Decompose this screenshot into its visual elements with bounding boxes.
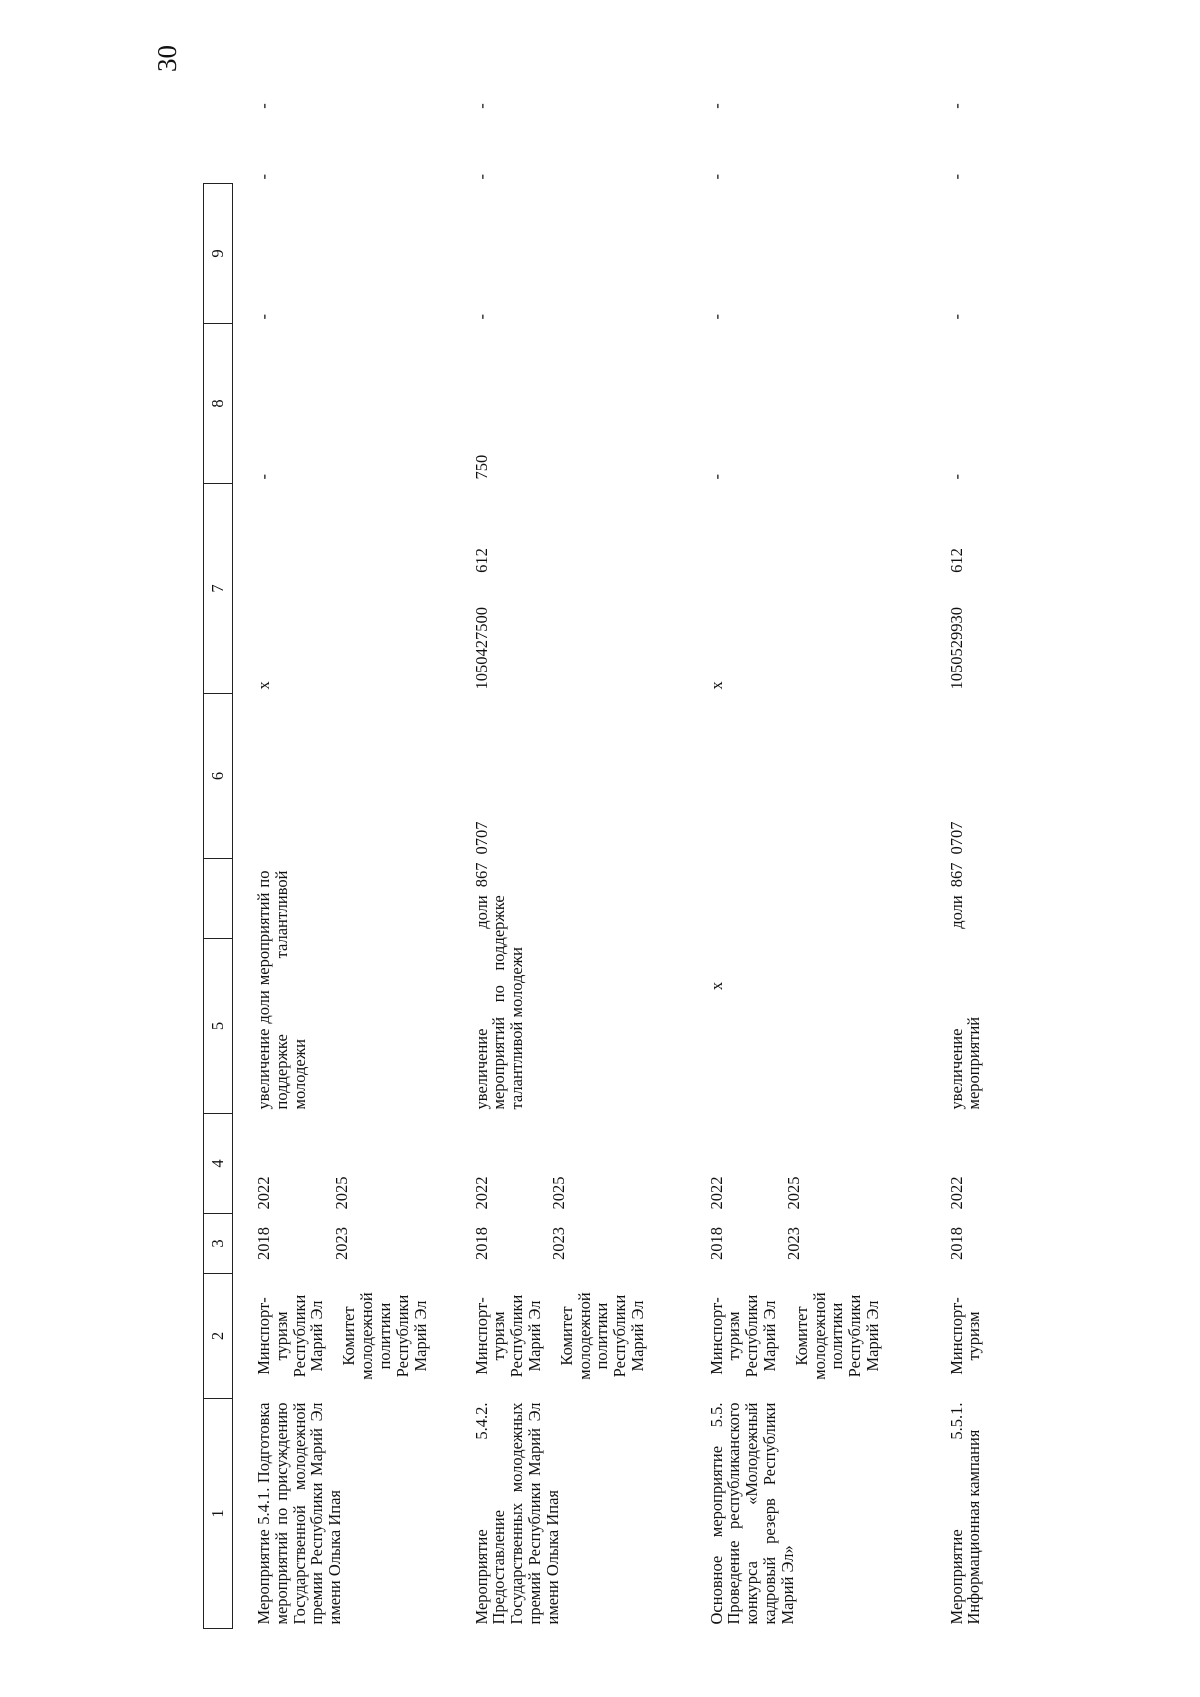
column-header: 4 — [204, 1114, 233, 1214]
year-start-2: 2023 — [331, 1227, 351, 1260]
csr-value: х — [254, 681, 273, 690]
end-year — [702, 1114, 942, 1214]
value-col-7: - — [706, 474, 726, 480]
table-row — [233, 42, 467, 1629]
activity-name: Мероприятие 5.5.1. Информационная кампания — [946, 1402, 984, 1625]
vr-code — [254, 621, 273, 681]
year-start-1: 2018 — [254, 1227, 273, 1260]
year-start-1: 2018 — [946, 1227, 966, 1260]
activity-name: Мероприятие 5.4.1. Подготовка мероприятий по присуждению Государственной молодежной премии Республики Марий Эл имени Олыка Ипая — [254, 1402, 345, 1625]
value-col-7: 750 — [471, 454, 491, 480]
responsible-org — [702, 1274, 942, 1399]
indicator-cell — [942, 859, 988, 1114]
value-col-7: - — [254, 474, 273, 480]
program-table — [203, 42, 987, 1629]
column-header: 2 — [204, 1274, 233, 1399]
column-header: 9 — [204, 184, 233, 324]
value-col-8: - — [254, 314, 273, 320]
value-col-7: - — [946, 474, 966, 480]
start-year — [467, 1214, 702, 1274]
rzpr-code: 0707 — [471, 821, 491, 855]
value-col-10: - — [946, 103, 966, 109]
org-primary: Минспорт-туризм Республики Марий Эл — [706, 1294, 779, 1378]
year-start-2: 2023 — [549, 1227, 569, 1260]
org-secondary: Комитет молодежной политики Республики Марий Эл — [339, 1292, 430, 1380]
activity-name: Основное мероприятие 5.5. Проведение республиканского конкурса «Молодежный кадровый резерв Республики Марий Эл» — [706, 1402, 797, 1625]
column-header: 3 — [204, 1214, 233, 1274]
column-header: 8 — [204, 324, 233, 484]
end-year — [467, 1114, 702, 1214]
org-secondary: Комитет молодежной политики Республики Марий Эл — [791, 1292, 882, 1380]
year-end-2: 2025 — [784, 1176, 804, 1210]
csr-code — [702, 484, 942, 694]
value-col-8: - — [471, 314, 491, 320]
activity-name: Мероприятие 5.4.2. Предоставление Государственных молодежных премий Республики Марий Эл имени Олыка Ипая — [471, 1402, 562, 1625]
csr-value: 1050427500 — [471, 607, 491, 690]
year-start-1: 2018 — [706, 1227, 726, 1260]
column-header: 5 — [204, 939, 233, 1114]
csr-code — [942, 484, 988, 694]
year-start-1: 2018 — [471, 1227, 491, 1260]
value-col-8: - — [706, 314, 726, 320]
indicator-text: увеличение доли мероприятий — [946, 895, 984, 1110]
column-header — [204, 859, 233, 939]
csr-value: 1050529930 — [946, 607, 966, 690]
end-year — [942, 1114, 988, 1214]
grbs-code — [255, 863, 308, 871]
page-number: 30 — [152, 45, 182, 72]
year-end-1: 2022 — [946, 1176, 966, 1210]
responsible-org — [942, 1274, 988, 1399]
value-col-9: - — [471, 174, 491, 180]
year-end-1: 2022 — [706, 1176, 726, 1210]
start-year — [942, 1214, 988, 1274]
grbs-code: 867 — [946, 862, 966, 888]
indicator-cell — [702, 859, 942, 1114]
rzpr-code — [233, 694, 467, 859]
table-row — [702, 42, 942, 1629]
value-col-8: - — [946, 314, 966, 320]
column-header: 6 — [204, 694, 233, 859]
value-col-9: - — [946, 174, 966, 180]
org-primary: Минспорт-туризм — [946, 1297, 984, 1375]
start-year — [233, 1214, 467, 1274]
year-end-1: 2022 — [471, 1176, 491, 1210]
indicator-text: увеличение доли мероприятий по поддержке талантливой молодежи — [254, 870, 309, 1110]
rotated-table-container — [203, 42, 984, 1629]
value-col-9: - — [253, 174, 273, 180]
vr-code: 612 — [946, 548, 966, 573]
column-header: 7 — [204, 484, 233, 694]
start-year — [702, 1214, 942, 1274]
table-row — [942, 42, 988, 1629]
org-primary: Минспорт-туризм Республики Марий Эл — [471, 1294, 544, 1378]
year-start-2: 2023 — [784, 1227, 804, 1260]
table-row — [467, 42, 702, 1629]
year-end-2: 2025 — [331, 1176, 351, 1210]
end-year — [233, 1114, 467, 1214]
responsible-org — [467, 1274, 702, 1399]
header-row — [204, 42, 233, 1629]
grbs-code: 867 — [471, 862, 491, 888]
year-end-2: 2025 — [549, 1176, 569, 1210]
year-end-1: 2022 — [254, 1176, 273, 1210]
vr-code: 612 — [471, 548, 491, 573]
csr-value: х — [706, 681, 726, 690]
value-col-10: - — [253, 103, 273, 109]
rzpr-code: 0707 — [946, 821, 966, 855]
org-secondary: Комитет молодежной политики Республики Марий Эл — [556, 1292, 647, 1380]
csr-code — [467, 484, 702, 694]
value-col-10: - — [706, 103, 726, 109]
rzpr-code — [702, 694, 942, 859]
csr-code — [233, 484, 467, 694]
indicator-cell — [233, 859, 467, 1114]
value-col-10: - — [471, 103, 491, 109]
indicator-cell — [467, 859, 702, 1114]
column-header: 1 — [204, 1399, 233, 1629]
responsible-org — [233, 1274, 467, 1399]
indicator-text: увеличение доли мероприятий по поддержке талантливой молодежи — [471, 895, 527, 1110]
org-primary: Минспорт-туризм Республики Марий Эл — [254, 1294, 327, 1378]
indicator-text: х — [706, 981, 726, 991]
value-col-9: - — [706, 174, 726, 180]
